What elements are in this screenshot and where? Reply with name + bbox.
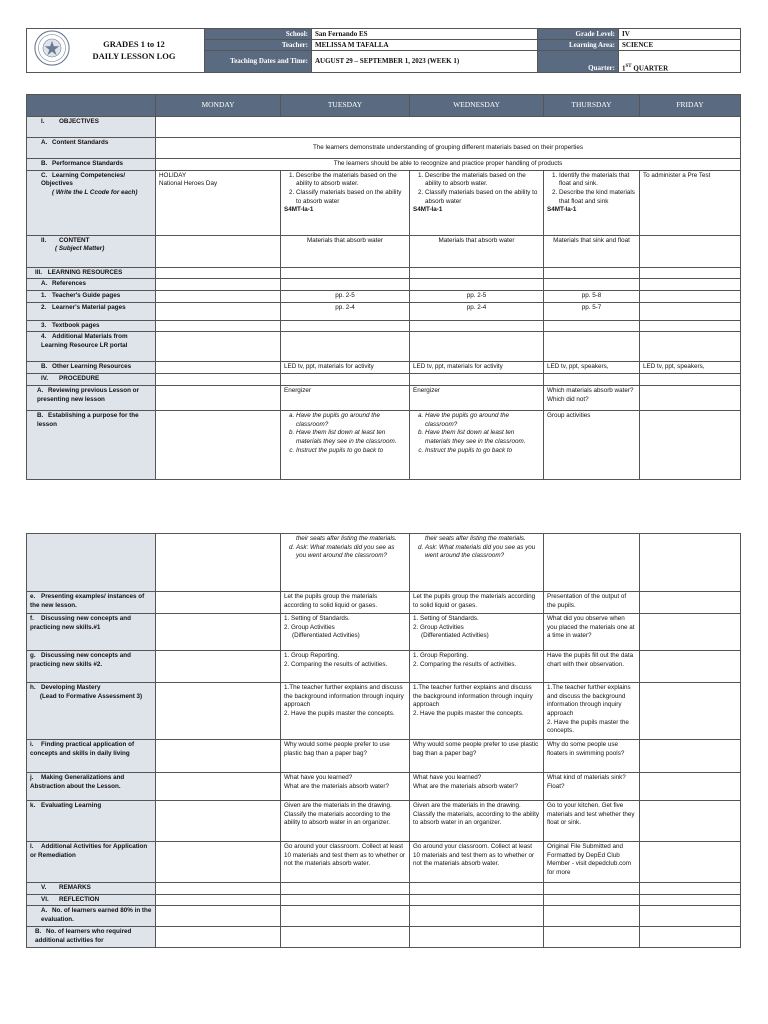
remarks-heading: V. REMARKS [27, 883, 156, 895]
tg-wednesday: pp. 2-5 [410, 291, 544, 303]
lm-thursday: pp. 5-7 [544, 302, 640, 320]
learning-resources-heading: III. LEARNING RESOURCES [27, 267, 156, 279]
presenting-tuesday: Let the pupils group the materials according to solid liquid or gases. [281, 592, 410, 614]
generalize-label: j. Making Generalizations and Abstraction about the Lesson. [27, 773, 156, 801]
objectives-heading: I. OBJECTIVES [27, 117, 156, 138]
performance-standards-label: B. Performance Standards [27, 159, 156, 171]
competencies-monday: HOLIDAY National Heroes Day [156, 170, 281, 235]
tg-thursday: pp. 5-8 [544, 291, 640, 303]
day-header-monday: MONDAY [156, 95, 281, 117]
purpose-wednesday: a. Have the pupils go around the classroom? b. Have them list down at least ten materials they see in the classroom. c. Instruct the pupils to go back to [410, 410, 544, 479]
presenting-wednesday: Let the pupils group the materials according to solid liquid or gases. [410, 592, 544, 614]
day-header-thursday: THURSDAY [544, 95, 640, 117]
purpose-cont-wednesday: their seats after listing the materials. d. Ask: What materials did you see as you went around the classroom? [410, 534, 544, 592]
content-standards-text: The learners demonstrate understanding of grouping different materials based on their properties [156, 138, 741, 159]
teacher-label: Teacher: [205, 40, 312, 51]
review-tuesday: Energizer [281, 385, 410, 410]
evaluating-tuesday: Given are the materials in the drawing. Classify the materials according to the ability to absorb water in an organizer. [281, 801, 410, 842]
lesson-log-table-page2 [26, 533, 741, 948]
mastery-tuesday: 1.The teacher further explains and discuss the background information through inquiry approach 2. Have the pupils master the concepts. [281, 683, 410, 740]
corner-cell [27, 95, 156, 117]
purpose-label: B. Establishing a purpose for the lesson [27, 410, 156, 479]
competencies-tuesday: 1. Describe the materials based on the ability to absorb water. 2. Classify materials based on the ability to absorb water S4MT-Ia-1 [281, 170, 410, 235]
additional-act-thursday: Original File Submitted and Formatted by DepEd Club Member - visit depedclub.com for more [544, 842, 640, 883]
practical-tuesday: Why would some people prefer to use plastic bag than a paper bag? [281, 740, 410, 773]
other-friday: LED tv, ppt, speakers, [640, 362, 741, 374]
day-header-wednesday: WEDNESDAY [410, 95, 544, 117]
discuss1-label: f. Discussing new concepts and practicing new skills.#1 [27, 614, 156, 651]
other-tuesday: LED tv, ppt, materials for activity [281, 362, 410, 374]
purpose-thursday: Group activities [544, 410, 640, 479]
learners-additional-label: B. No. of learners who required additional activities for [27, 927, 156, 948]
teacher-value: MELISSA M TAFALLA [312, 40, 538, 51]
generalize-thursday: What kind of materials sink? Float? [544, 773, 640, 801]
area-label: Learning Area: [538, 40, 619, 51]
learners-material-label: 2. Learner's Material pages [27, 302, 156, 320]
quarter-value: 1ST QUARTER [619, 51, 741, 73]
learners-80-label: A. No. of learners earned 80% in the evaluation. [27, 906, 156, 927]
title-line1: GRADES 1 to 12 [103, 39, 165, 50]
lesson-log-table-page1 [26, 94, 741, 480]
competencies-label: C. Learning Competencies/ Objectives ( Write the L Ccode for each) [27, 170, 156, 235]
discuss2-wednesday: 1. Group Reporting. 2. Comparing the results of activities. [410, 651, 544, 683]
additional-materials-label: 4. Additional Materials from Learning Resource LR portal [27, 332, 156, 362]
practical-label: i. Finding practical application of concepts and skills in daily living [27, 740, 156, 773]
dates-label: Teaching Dates and Time: [205, 51, 312, 73]
additional-activities-label: l. Additional Activities for Application or Remediation [27, 842, 156, 883]
discuss2-label: g. Discussing new concepts and practicing new skills #2. [27, 651, 156, 683]
header-title [27, 29, 205, 73]
school-value: San Fernando ES [312, 29, 538, 40]
performance-standards-text: The learners should be able to recognize and practice proper handling of products [156, 159, 741, 171]
presenting-label: e. Presenting examples/ instances of the new lesson. [27, 592, 156, 614]
other-resources-label: B. Other Learning Resources [27, 362, 156, 374]
teachers-guide-label: 1. Teacher's Guide pages [27, 291, 156, 303]
review-wednesday: Energizer [410, 385, 544, 410]
evaluating-thursday: Go to your kitchen. Get five materials and test whether they float or sink. [544, 801, 640, 842]
school-label: School: [205, 29, 312, 40]
evaluating-label: k. Evaluating Learning [27, 801, 156, 842]
generalize-wednesday: What have you learned? What are the materials absorb water? [410, 773, 544, 801]
content-label: II. CONTENT ( Subject Matter) [27, 235, 156, 267]
day-header-tuesday: TUESDAY [281, 95, 410, 117]
mastery-thursday: 1.The teacher further explains and discuss the background information through inquiry approach 2. Have the pupils master the concepts. [544, 683, 640, 740]
grade-label: Grade Level: [538, 29, 619, 40]
other-thursday: LED tv, ppt, speakers, [544, 362, 640, 374]
discuss1-thursday: What did you observe when you placed the materials one at a time in water? [544, 614, 640, 651]
competencies-wednesday: 1. Describe the materials based on the ability to absorb water. 2. Classify materials based on the ability to absorb water S4MT-Ia-1 [410, 170, 544, 235]
mastery-label: h. Developing Mastery (Lead to Formative Assessment 3) [27, 683, 156, 740]
other-wednesday: LED tv, ppt, materials for activity [410, 362, 544, 374]
lm-wednesday: pp. 2-4 [410, 302, 544, 320]
procedure-heading: IV. PROCEDURE [27, 374, 156, 386]
content-standards-label: A. Content Standards [27, 138, 156, 159]
evaluating-wednesday: Given are the materials in the drawing. Classify the materials, according to the ability to absorb water in an organizer. [410, 801, 544, 842]
reviewing-label: A. Reviewing previous Lesson or presenting new lesson [27, 385, 156, 410]
textbook-label: 3. Textbook pages [27, 320, 156, 332]
content-thursday: Materials that sink and float [544, 235, 640, 267]
discuss2-thursday: Have the pupils fill out the data chart with their observation. [544, 651, 640, 683]
dates-value: AUGUST 29 – SEPTEMBER 1, 2023 (WEEK 1) [312, 51, 538, 73]
purpose-cont-tuesday: their seats after listing the materials. d. Ask: What materials did you see as you went around the classroom? [281, 534, 410, 592]
reflection-heading: VI. REFLECTION [27, 894, 156, 906]
generalize-tuesday: What have you learned? What are the materials absorb water? [281, 773, 410, 801]
references-label: A. References [27, 279, 156, 291]
header-table [26, 28, 741, 73]
content-wednesday: Materials that absorb water [410, 235, 544, 267]
discuss1-wednesday: 1. Setting of Standards. 2. Group Activities (Differentiated Activities) [410, 614, 544, 651]
presenting-thursday: Presentation of the output of the pupils. [544, 592, 640, 614]
discuss1-tuesday: 1. Setting of Standards. 2. Group Activities (Differentiated Activities) [281, 614, 410, 651]
practical-wednesday: Why would some people prefer to use plastic bag than a paper bag? [410, 740, 544, 773]
tg-tuesday: pp. 2-5 [281, 291, 410, 303]
discuss2-tuesday: 1. Group Reporting. 2. Comparing the results of activities. [281, 651, 410, 683]
area-value: SCIENCE [619, 40, 741, 51]
day-header-friday: FRIDAY [640, 95, 741, 117]
purpose-tuesday: a. Have the pupils go around the classroom? b. Have them list down at least ten materials they see in the classroom. c. Instruct the pupils to go back to [281, 410, 410, 479]
quarter-label: Quarter: [538, 51, 619, 73]
content-tuesday: Materials that absorb water [281, 235, 410, 267]
title-line2: DAILY LESSON LOG [92, 50, 176, 61]
competencies-friday: To administer a Pre Test [640, 170, 741, 235]
practical-thursday: Why do some people use floaters in swimming pools? [544, 740, 640, 773]
review-thursday: Which materials absorb water? Which did not? [544, 385, 640, 410]
grade-value: IV [619, 29, 741, 40]
lm-tuesday: pp. 2-4 [281, 302, 410, 320]
additional-act-tuesday: Go around your classroom. Collect at least 10 materials and test them as to whether or not the materials absorb water. [281, 842, 410, 883]
mastery-wednesday: 1.The teacher further explains and discuss the background information through inquiry approach 2. Have the pupils master the concepts. [410, 683, 544, 740]
additional-act-wednesday: Go around your classroom. Collect at least 10 materials and test them as to whether or not the materials absorb water. [410, 842, 544, 883]
competencies-thursday: 1. Identify the materials that float and sink. 2. Describe the kind materials that float and sink S4MT-Ia-1 [544, 170, 640, 235]
